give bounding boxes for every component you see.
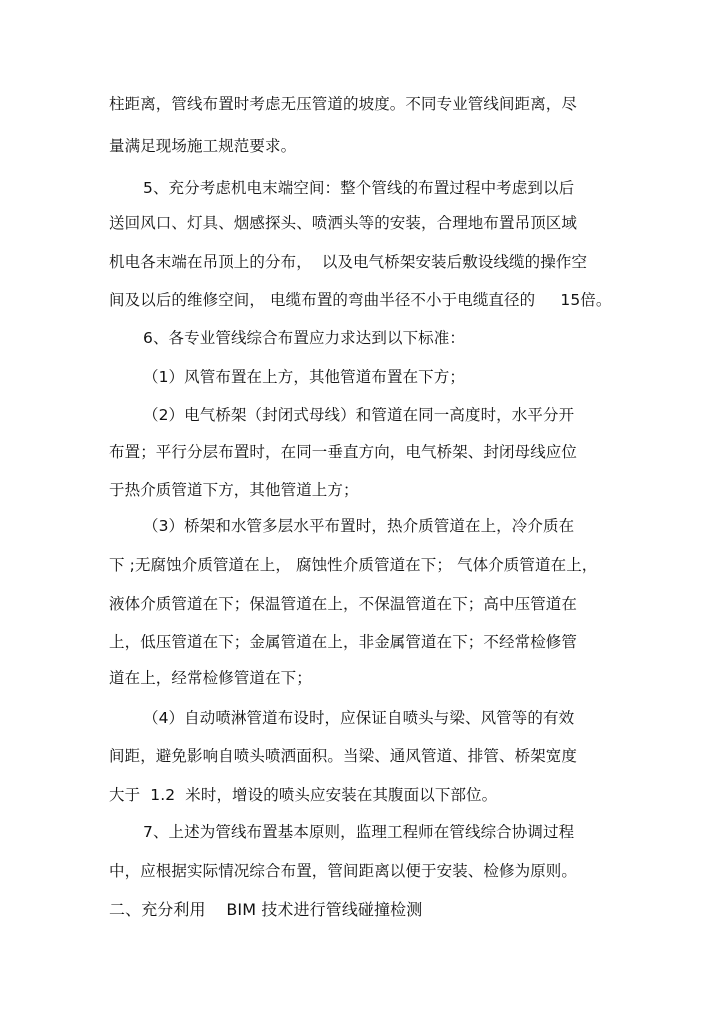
paragraph-line: 6、各专业管线综合布置应力求达到以下标准： — [143, 329, 465, 347]
paragraph-line: 中，应根据实际情况综合布置，管间距离以便于安装、检修为原则。 — [109, 862, 578, 880]
paragraph-line: （1）风管布置在上方，其他管道布置在下方； — [143, 368, 465, 386]
paragraph-line: （4）自动喷淋管道布设时，应保证自喷头与梁、风管等的有效 — [143, 709, 575, 727]
paragraph-line: 道在上，经常检修管道在下； — [109, 669, 312, 687]
paragraph-line: 下 ;无腐蚀介质管道在上， 腐蚀性介质管道在下； 气体介质管道在上， — [109, 556, 598, 574]
paragraph-line: 布置；平行分层布置时，在同一垂直方向，电气桥架、封闭母线应位 — [109, 443, 578, 461]
paragraph-line: 送回风口、灯具、烟感探头、喷洒头等的安装，合理地布置吊顶区域 — [109, 214, 578, 232]
paragraph-line: 间距，避免影响自喷头喷洒面积。当梁、通风管道、排管、桥架宽度 — [109, 747, 578, 765]
paragraph-line: 大于 1.2 米时，增设的喷头应安装在其腹面以下部位。 — [109, 786, 498, 804]
paragraph-line: 7、上述为管线布置基本原则，监理工程师在管线综合协调过程 — [143, 823, 575, 841]
section-heading: 二、充分利用 BIM 技术进行管线碰撞检测 — [109, 900, 423, 919]
paragraph-line: 5、充分考虑机电末端空间：整个管线的布置过程中考虑到以后 — [143, 179, 575, 197]
paragraph-line: 液体介质管道在下；保温管道在上，不保温管道在下；高中压管道在 — [109, 595, 578, 613]
paragraph-line: 量满足现场施工规范要求。 — [109, 137, 297, 155]
paragraph-line: 间及以后的维修空间， 电缆布置的弯曲半径不小于电缆直径的 15倍。 — [109, 291, 612, 309]
paragraph-line: （3）桥架和水管多层水平布置时，热介质管道在上，冷介质在 — [143, 517, 575, 535]
paragraph-line: 柱距离，管线布置时考虑无压管道的坡度。不同专业管线间距离，尽 — [109, 95, 578, 113]
paragraph-line: 机电各末端在吊顶上的分布， 以及电气桥架安装后敷设线缆的操作空 — [109, 253, 588, 271]
paragraph-line: 上，低压管道在下；金属管道在上，非金属管道在下；不经常检修管 — [109, 633, 578, 651]
paragraph-line: 于热介质管道下方，其他管道上方； — [109, 481, 359, 499]
paragraph-line: （2）电气桥架（封闭式母线）和管道在同一高度时，水平分开 — [143, 406, 575, 424]
